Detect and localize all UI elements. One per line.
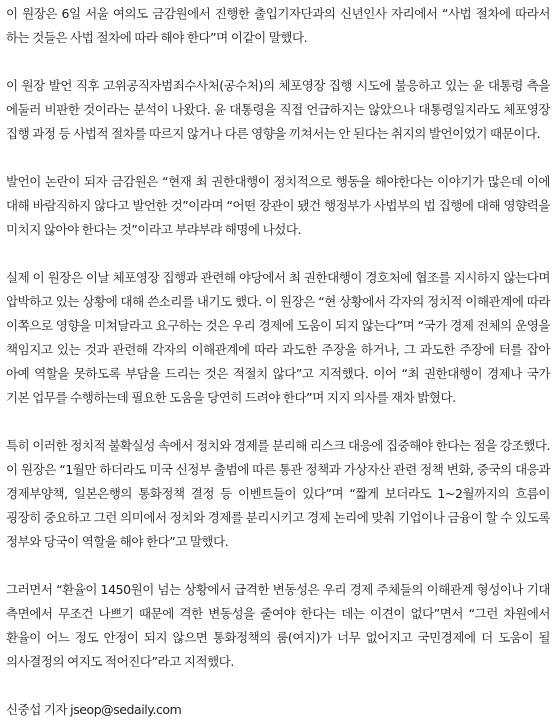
article-paragraph: 특히 이러한 정치적 불확실성 속에서 정치와 경제를 분리해 리스크 대응에 집중해야 한다는 점을 강조했다. 이 원장은 “1월만 하더라도 미국 신정부 출범에 따른 통관 정책과 가상자산 관련 정책 변화, 중국의 대응과 경제부양책, 일본은행의 통화정책 결정 등 이벤트들이 있다”며 “짧게 보더라도 1~2월까지의 흐름이 굉장히 중요하고 그런 의미에서 정치와 경제를 분리시키고 경제 논리에 맞춰 기업이나 금융이 할 수 있도록 정부와 당국이 역할을 해야 한다”고 말했다. bbox=[6, 438, 550, 549]
article-paragraph: 그러면서 “환율이 1450원이 넘는 상황에서 급격한 변동성은 우리 경제 주체들의 이해관계 형성이나 기대 측면에서 무조건 나쁘기 때문에 격한 변동성을 줄여야 한다는 데는 이견이 없다”면서 “그런 차원에서 환율이 어느 정도 안정이 되지 않으면 통화정책의 룸(여지)가 너무 없어지고 국민경제에 더 도움이 될 의사결정의 여지도 적어진다”라고 지적했다. bbox=[6, 582, 550, 669]
article-paragraph: 발언이 논란이 되자 금감원은 “현재 최 권한대행이 정치적으로 행동을 해야한다는 이야기가 많은데 이에 대해 바람직하지 않다고 발언한 것”이라며 “어떤 장관이 됐건 행정부가 사법부의 법 집행에 대해 영향력을 미치지 않아야 한다는 것”이라고 부랴부랴 해명에 나섰다. bbox=[6, 174, 550, 237]
reporter-byline: 신중섭 기자 jseop@sedaily.com bbox=[6, 702, 182, 717]
article-paragraph: 실제 이 원장은 이날 체포영장 집행과 관련해 야당에서 최 권한대행이 경호처에 협조를 지시하지 않는다며 압박하고 있는 상황에 대해 쓴소리를 내기도 했다. 이 원장은 “현 상황에서 각자의 정치적 이해관계에 따라 이쪽으로 영향을 미쳐달라고 요구하는 것은 우리 경제에 도움이 되지 않는다”며 “국가 경제 전체의 운영을 책임지고 있는 것과 관련해 각자의 이해관계에 따라 과도한 주장을 하거나, 그 과도한 주장에 터를 잡아 아예 역할을 못하도록 부담을 드리는 것은 적절치 않다”고 지적했다. 이어 “최 권한대행이 경제나 국가 기본 업무를 수행하는데 필요한 도움을 당연히 드려야 한다”며 지지 의사를 재차 밝혔다. bbox=[6, 270, 550, 405]
article-paragraph: 이 원장 발언 직후 고위공직자범죄수사처(공수처)의 체포영장 집행 시도에 불응하고 있는 윤 대통령 측을 에둘러 비판한 것이라는 분석이 나왔다. 윤 대통령을 직접 언급하지는 않았으나 대통령일지라도 체포영장 집행 과정 등 사법적 절차를 따르지 않거나 다른 영향을 끼쳐서는 안 된다는 취지의 발언이었기 때문이다. bbox=[6, 78, 550, 141]
article-paragraph: 이 원장은 6일 서울 여의도 금감원에서 진행한 출입기자단과의 신년인사 자리에서 “사법 절차에 따라서 하는 것들은 사법 절차에 따라 해야 한다”며 이같이 말했다. bbox=[6, 6, 550, 45]
